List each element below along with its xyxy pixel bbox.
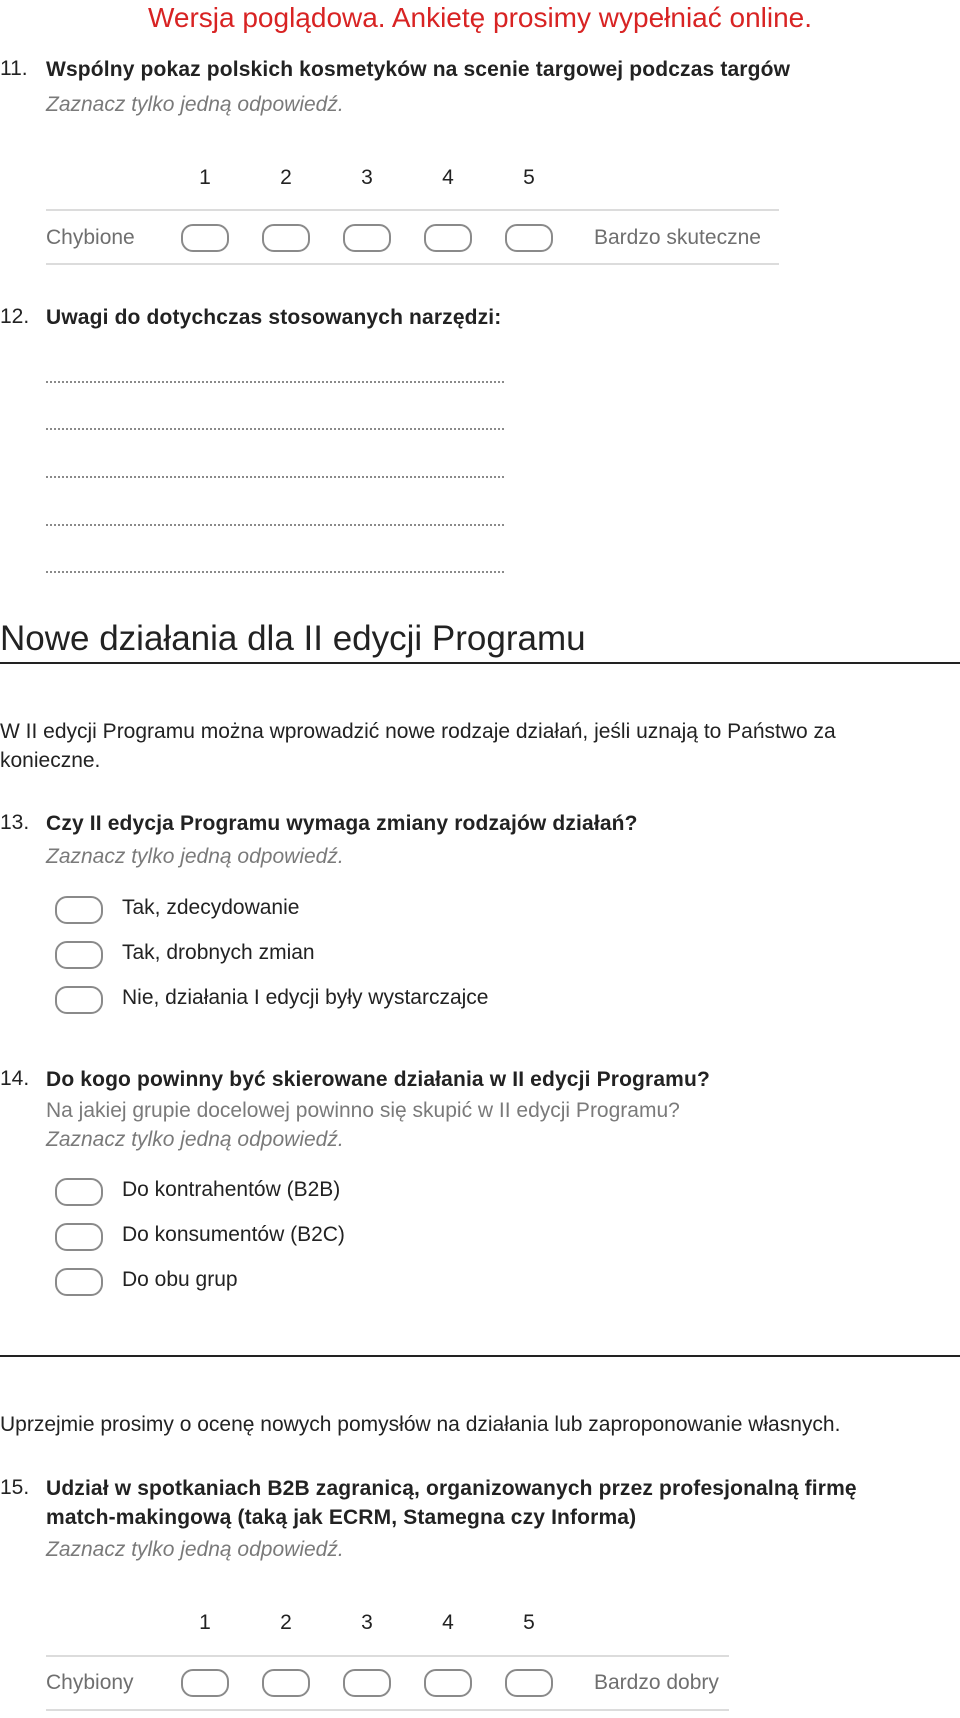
q11-scale-5: 5 xyxy=(523,166,535,189)
q14-option-label: Do kontrahentów (B2B) xyxy=(122,1178,341,1201)
answer-line[interactable] xyxy=(46,381,504,383)
q11-number: 11. xyxy=(0,57,28,80)
q14-option-label: Do konsumentów (B2C) xyxy=(122,1223,345,1246)
q11-scale-top-divider xyxy=(46,209,779,211)
q11-high-label: Bardzo skuteczne xyxy=(594,226,761,249)
q14-hint: Zaznacz tylko jedną odpowiedź. xyxy=(46,1128,344,1151)
q11-scale-2: 2 xyxy=(280,166,292,189)
q11-title: Wspólny pokaz polskich kosmetyków na scenie targowej podczas targów xyxy=(46,58,791,81)
q13-option-label: Nie, działania I edycji były wystarczajce xyxy=(122,986,489,1009)
q13-option-label: Tak, zdecydowanie xyxy=(122,896,300,919)
q11-scale-1: 1 xyxy=(199,166,211,189)
q15-scale-3: 3 xyxy=(361,1611,373,1634)
q15-number: 15. xyxy=(0,1476,30,1499)
q11-radio-2[interactable] xyxy=(262,224,310,252)
q15-scale-top-divider xyxy=(46,1655,729,1657)
q15-title-line2: match-makingową (taką jak ECRM, Stamegna czy Informa) xyxy=(46,1506,637,1529)
q11-scale-3: 3 xyxy=(361,166,373,189)
q14-help: Na jakiej grupie docelowej powinno się skupić w II edycji Programu? xyxy=(46,1099,680,1122)
q15-scale-1: 1 xyxy=(199,1611,211,1634)
q15-scale-2: 2 xyxy=(280,1611,292,1634)
q14-option-label: Do obu grup xyxy=(122,1268,238,1291)
q13-title: Czy II edycja Programu wymaga zmiany rodzajów działań? xyxy=(46,812,638,835)
q15-radio-4[interactable] xyxy=(424,1669,472,1697)
q12-title: Uwagi do dotychczas stosowanych narzędzi: xyxy=(46,306,502,329)
q15-radio-2[interactable] xyxy=(262,1669,310,1697)
q11-radio-4[interactable] xyxy=(424,224,472,252)
q15-radio-3[interactable] xyxy=(343,1669,391,1697)
q11-hint: Zaznacz tylko jedną odpowiedź. xyxy=(46,93,344,116)
q13-hint: Zaznacz tylko jedną odpowiedź. xyxy=(46,845,344,868)
q11-scale-4: 4 xyxy=(442,166,454,189)
q14-title: Do kogo powinny być skierowane działania w II edycji Programu? xyxy=(46,1068,710,1091)
q13-option-radio[interactable] xyxy=(55,986,103,1014)
answer-line[interactable] xyxy=(46,428,504,430)
q15-high-label: Bardzo dobry xyxy=(594,1671,719,1694)
answer-line[interactable] xyxy=(46,476,504,478)
q15-low-label: Chybiony xyxy=(46,1671,134,1694)
q11-low-label: Chybione xyxy=(46,226,135,249)
section2-divider xyxy=(0,1355,960,1357)
q11-radio-1[interactable] xyxy=(181,224,229,252)
q11-radio-5[interactable] xyxy=(505,224,553,252)
q11-scale-bottom-divider xyxy=(46,263,779,265)
section-description: W II edycji Programu można wprowadzić nowe rodzaje działań, jeśli uznają to Państwo za konieczne. xyxy=(0,720,836,772)
q15-scale-5: 5 xyxy=(523,1611,535,1634)
q13-number: 13. xyxy=(0,811,30,834)
section-divider xyxy=(0,662,960,664)
q14-option-radio[interactable] xyxy=(55,1268,103,1296)
section-title: Nowe działania dla II edycji Programu xyxy=(0,619,586,658)
q15-scale-bottom-divider xyxy=(46,1709,729,1711)
q15-title-line1: Udział w spotkaniach B2B zagranicą, organizowanych przez profesjonalną firmę xyxy=(46,1477,857,1500)
q13-option-radio[interactable] xyxy=(55,941,103,969)
section2-description: Uprzejmie prosimy o ocenę nowych pomysłów na działania lub zaproponowanie własnych. xyxy=(0,1413,841,1436)
q15-radio-1[interactable] xyxy=(181,1669,229,1697)
q14-option-radio[interactable] xyxy=(55,1223,103,1251)
answer-line[interactable] xyxy=(46,524,504,526)
q13-option-radio[interactable] xyxy=(55,896,103,924)
q15-scale-4: 4 xyxy=(442,1611,454,1634)
q14-number: 14. xyxy=(0,1067,30,1090)
q15-hint: Zaznacz tylko jedną odpowiedź. xyxy=(46,1538,344,1561)
q13-option-label: Tak, drobnych zmian xyxy=(122,941,315,964)
preview-banner: Wersja poglądowa. Ankietę prosimy wypełniać online. xyxy=(147,2,813,33)
q14-option-radio[interactable] xyxy=(55,1178,103,1206)
q12-number: 12. xyxy=(0,305,30,328)
q15-radio-5[interactable] xyxy=(505,1669,553,1697)
q11-radio-3[interactable] xyxy=(343,224,391,252)
answer-line[interactable] xyxy=(46,571,504,573)
